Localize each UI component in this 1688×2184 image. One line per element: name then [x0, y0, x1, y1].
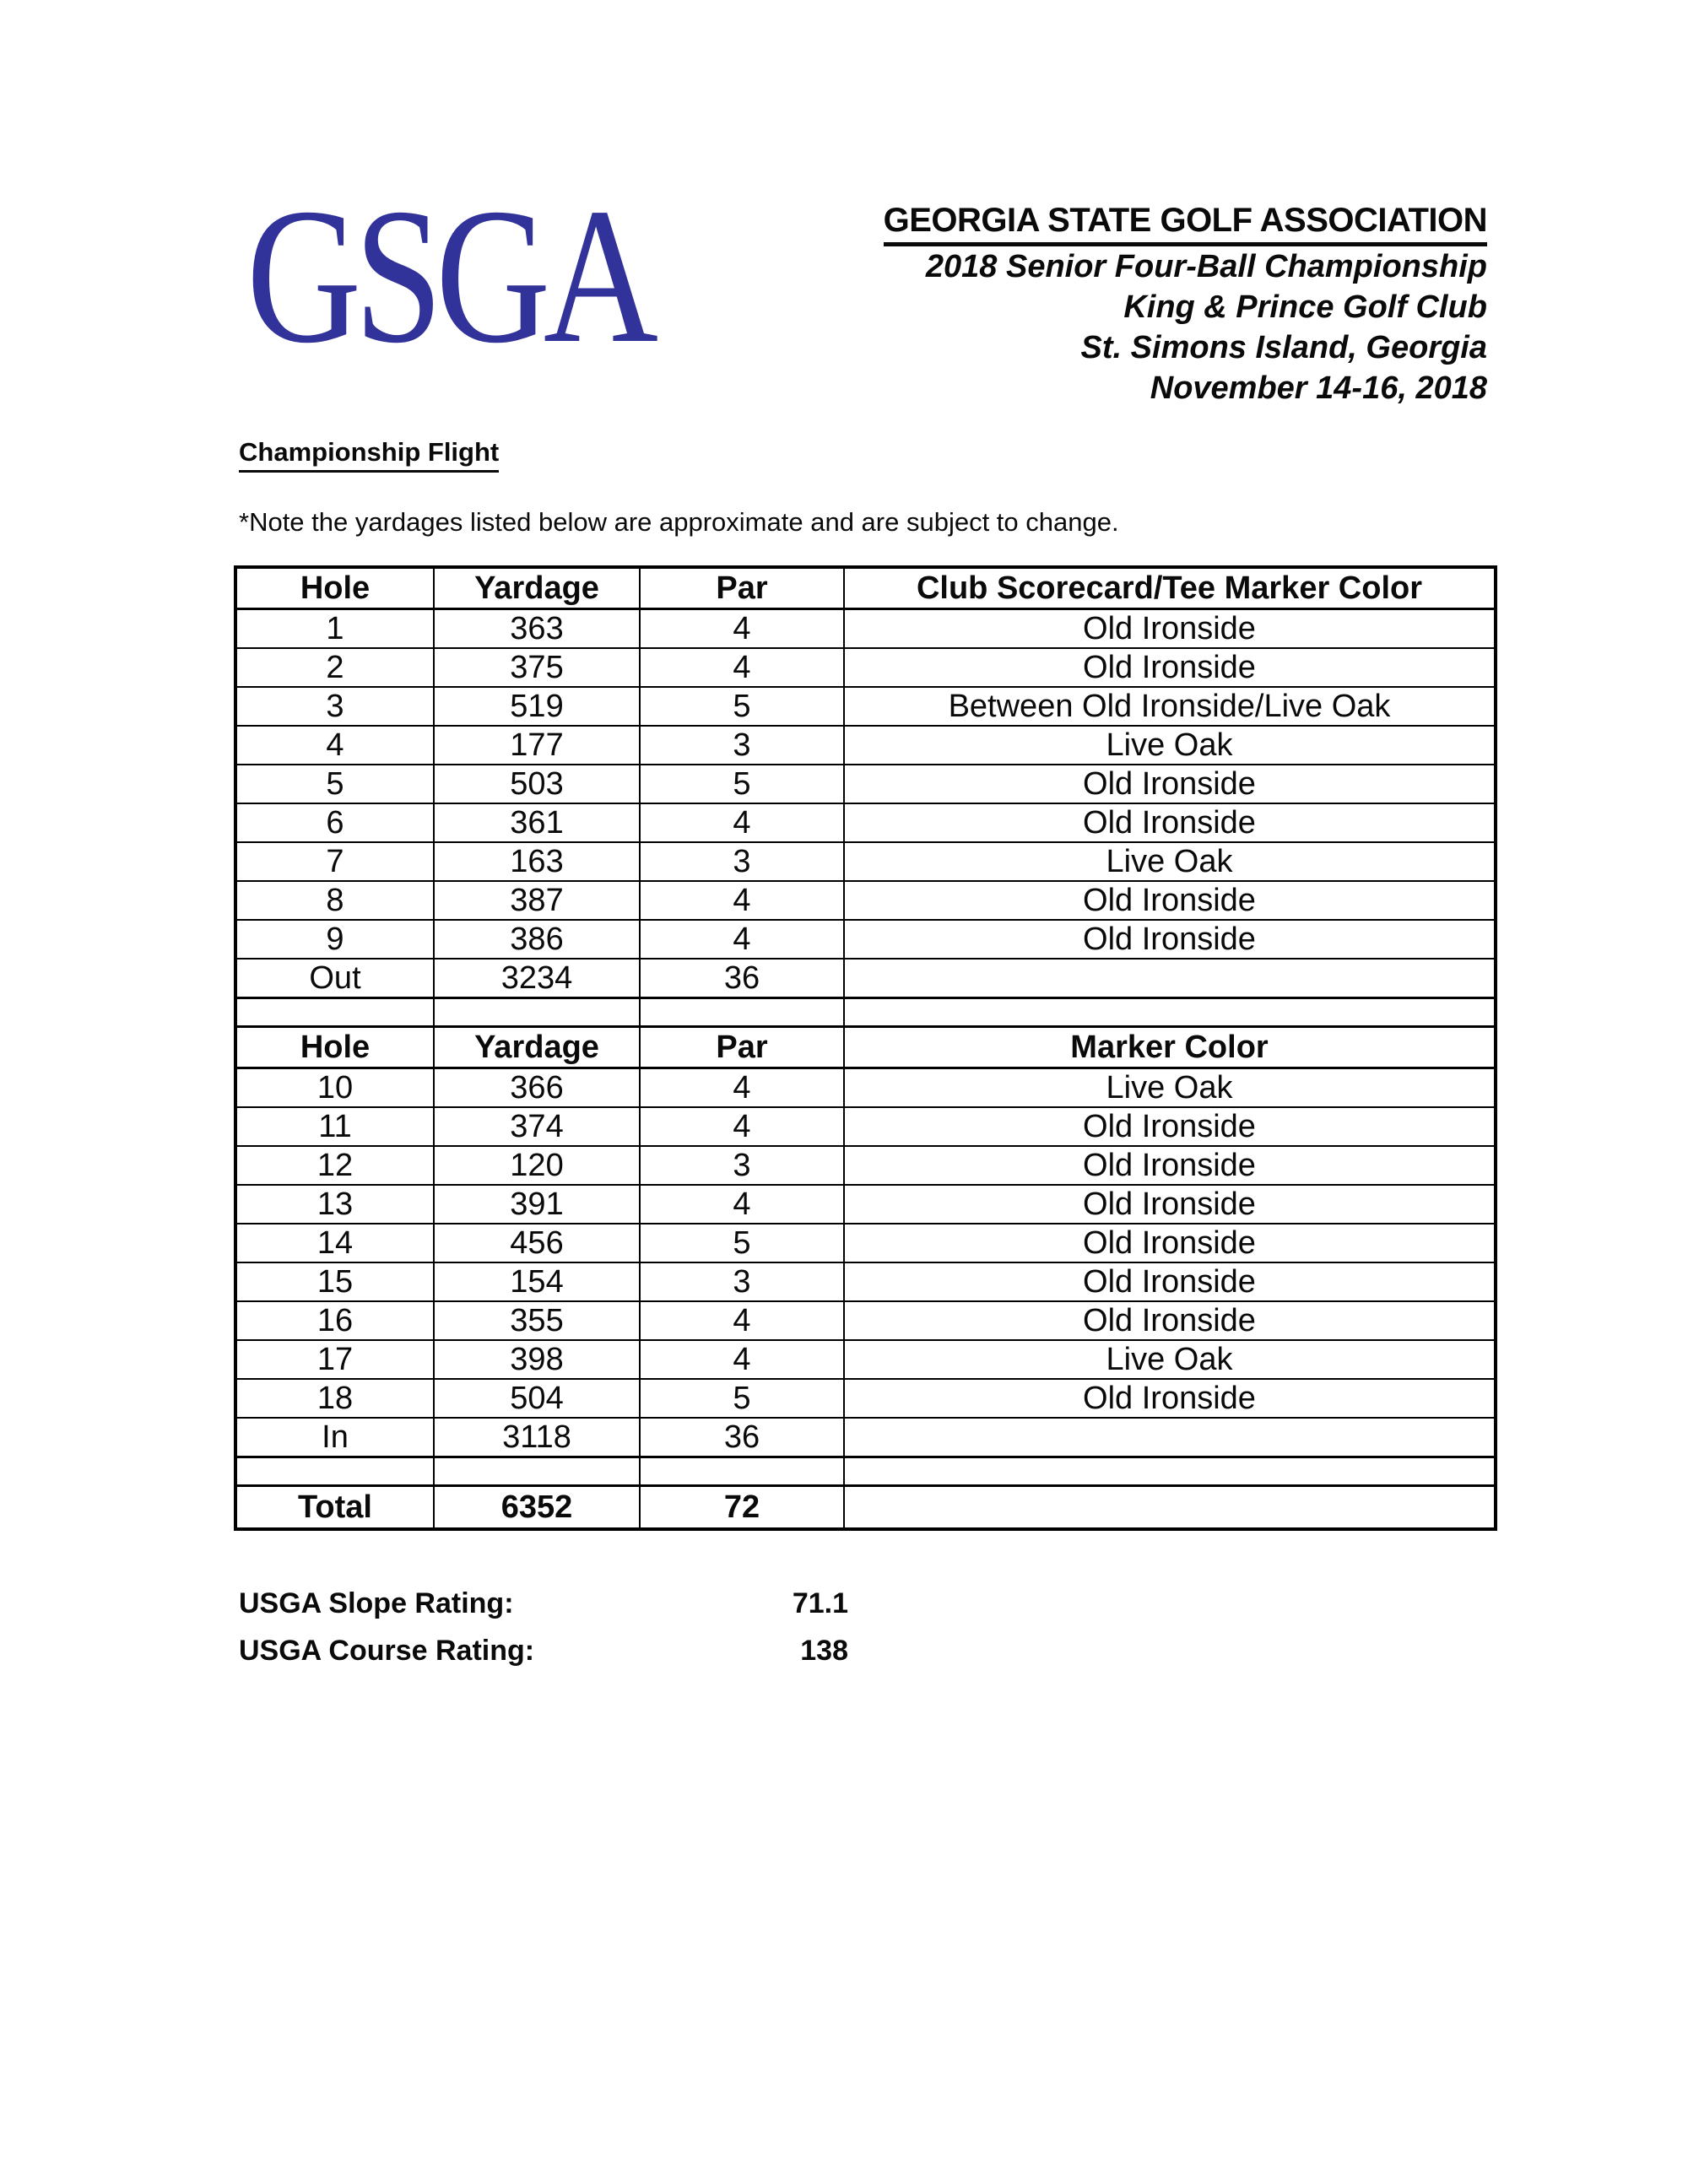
- par-cell: 36: [640, 959, 844, 998]
- flight-heading: Championship Flight: [239, 437, 499, 473]
- par-cell: 5: [640, 765, 844, 803]
- course-rating-value: 138: [800, 1635, 848, 1667]
- par-cell: 4: [640, 1185, 844, 1224]
- hole-number-cell: 14: [235, 1224, 434, 1262]
- ratings-block: [239, 1580, 848, 1674]
- scorecard-table-body: [235, 567, 1496, 1529]
- yardage-cell: 366: [434, 1068, 640, 1108]
- marker-color-cell: Old Ironside: [844, 1185, 1496, 1224]
- marker-color-cell: Old Ironside: [844, 609, 1496, 649]
- marker-color-cell: Old Ironside: [844, 765, 1496, 803]
- hole-row: [235, 1107, 1496, 1146]
- par-column-header: Par: [640, 567, 844, 609]
- course-rating-row: [239, 1627, 848, 1674]
- par-cell: 4: [640, 648, 844, 687]
- hole-row: [235, 609, 1496, 649]
- yardage-cell: 387: [434, 881, 640, 920]
- hole-number-cell: 18: [235, 1379, 434, 1418]
- empty-cell: [235, 1457, 434, 1486]
- par-cell: 4: [640, 803, 844, 842]
- par-column-header: Par: [640, 1027, 844, 1068]
- par-cell: 3: [640, 1262, 844, 1301]
- hole-row: [235, 803, 1496, 842]
- course-rating-label: USGA Course Rating:: [239, 1635, 535, 1667]
- out-row: [235, 959, 1496, 998]
- slope-rating-value: 71.1: [792, 1587, 848, 1619]
- hole-row: [235, 687, 1496, 726]
- hole-row: [235, 1185, 1496, 1224]
- par-cell: 72: [640, 1486, 844, 1530]
- hole-number-cell: 9: [235, 920, 434, 959]
- par-cell: 3: [640, 726, 844, 765]
- yardage-cell: 391: [434, 1185, 640, 1224]
- marker-color-cell: Old Ironside: [844, 920, 1496, 959]
- yardage-cell: 519: [434, 687, 640, 726]
- hole-row: [235, 1146, 1496, 1185]
- yardage-cell: 361: [434, 803, 640, 842]
- front-nine-header-row: [235, 567, 1496, 609]
- hole-row: [235, 1379, 1496, 1418]
- hole-number-cell: 5: [235, 765, 434, 803]
- par-cell: 4: [640, 1301, 844, 1340]
- location-line: St. Simons Island, Georgia: [1080, 330, 1487, 365]
- slope-rating-label: USGA Slope Rating:: [239, 1587, 514, 1619]
- yardage-cell: 3118: [434, 1418, 640, 1457]
- hole-number-cell: 16: [235, 1301, 434, 1340]
- empty-cell: [640, 1457, 844, 1486]
- hole-row: [235, 842, 1496, 881]
- par-cell: 4: [640, 881, 844, 920]
- yardage-cell: 363: [434, 609, 640, 649]
- marker-color-cell: Old Ironside: [844, 1146, 1496, 1185]
- yardage-cell: 120: [434, 1146, 640, 1185]
- marker-color-cell: Old Ironside: [844, 1224, 1496, 1262]
- par-cell: 3: [640, 842, 844, 881]
- par-cell: 4: [640, 1107, 844, 1146]
- hole-row: [235, 648, 1496, 687]
- hole-number-cell: 4: [235, 726, 434, 765]
- par-cell: 3: [640, 1146, 844, 1185]
- yardage-cell: 6352: [434, 1486, 640, 1530]
- hole-number-cell: 11: [235, 1107, 434, 1146]
- hole-number-cell: 6: [235, 803, 434, 842]
- back-nine-header-row: [235, 1027, 1496, 1068]
- marker-color-cell: [844, 959, 1496, 998]
- spacer-row: [235, 1457, 1496, 1486]
- marker-color-column-header: Club Scorecard/Tee Marker Color: [844, 567, 1496, 609]
- par-cell: 4: [640, 609, 844, 649]
- hole-number-cell: 8: [235, 881, 434, 920]
- marker-color-cell: Live Oak: [844, 726, 1496, 765]
- total-row: [235, 1486, 1496, 1530]
- yardage-cell: 456: [434, 1224, 640, 1262]
- marker-color-cell: [844, 1418, 1496, 1457]
- page-header: [884, 201, 1487, 408]
- yardage-cell: 355: [434, 1301, 640, 1340]
- empty-cell: [844, 1457, 1496, 1486]
- hole-number-cell: 17: [235, 1340, 434, 1379]
- par-cell: 5: [640, 1224, 844, 1262]
- marker-color-cell: Old Ironside: [844, 1107, 1496, 1146]
- empty-cell: [844, 998, 1496, 1027]
- hole-number-cell: 12: [235, 1146, 434, 1185]
- marker-color-cell: Between Old Ironside/Live Oak: [844, 687, 1496, 726]
- date-line: November 14-16, 2018: [1150, 370, 1487, 406]
- hole-number-cell: Total: [235, 1486, 434, 1530]
- hole-column-header: Hole: [235, 1027, 434, 1068]
- par-cell: 36: [640, 1418, 844, 1457]
- hole-row: [235, 881, 1496, 920]
- hole-row: [235, 1340, 1496, 1379]
- hole-row: [235, 1262, 1496, 1301]
- hole-number-cell: 3: [235, 687, 434, 726]
- association-title: GEORGIA STATE GOLF ASSOCIATION: [884, 201, 1487, 246]
- hole-number-cell: 7: [235, 842, 434, 881]
- yardage-cell: 163: [434, 842, 640, 881]
- marker-color-cell: Old Ironside: [844, 803, 1496, 842]
- hole-number-cell: 13: [235, 1185, 434, 1224]
- yardage-cell: 177: [434, 726, 640, 765]
- marker-color-column-header: Marker Color: [844, 1027, 1496, 1068]
- yardage-column-header: Yardage: [434, 567, 640, 609]
- hole-column-header: Hole: [235, 567, 434, 609]
- yardage-cell: 386: [434, 920, 640, 959]
- par-cell: 4: [640, 1068, 844, 1108]
- hole-row: [235, 726, 1496, 765]
- gsga-logo: GSGA: [246, 168, 652, 383]
- marker-color-cell: Old Ironside: [844, 1262, 1496, 1301]
- empty-cell: [434, 998, 640, 1027]
- marker-color-cell: Old Ironside: [844, 648, 1496, 687]
- scorecard-table: [234, 565, 1497, 1531]
- hole-number-cell: 1: [235, 609, 434, 649]
- hole-number-cell: In: [235, 1418, 434, 1457]
- par-cell: 4: [640, 1340, 844, 1379]
- yardage-cell: 375: [434, 648, 640, 687]
- marker-color-cell: Old Ironside: [844, 1301, 1496, 1340]
- marker-color-cell: Old Ironside: [844, 1379, 1496, 1418]
- spacer-row: [235, 998, 1496, 1027]
- par-cell: 5: [640, 1379, 844, 1418]
- empty-cell: [235, 998, 434, 1027]
- marker-color-cell: [844, 1486, 1496, 1530]
- yardage-column-header: Yardage: [434, 1027, 640, 1068]
- hole-number-cell: 10: [235, 1068, 434, 1108]
- hole-row: [235, 920, 1496, 959]
- in-row: [235, 1418, 1496, 1457]
- empty-cell: [434, 1457, 640, 1486]
- yardage-cell: 3234: [434, 959, 640, 998]
- par-cell: 4: [640, 920, 844, 959]
- marker-color-cell: Old Ironside: [844, 881, 1496, 920]
- marker-color-cell: Live Oak: [844, 842, 1496, 881]
- yardage-cell: 398: [434, 1340, 640, 1379]
- hole-row: [235, 1224, 1496, 1262]
- club-name-line: King & Prince Golf Club: [1123, 289, 1487, 325]
- marker-color-cell: Live Oak: [844, 1340, 1496, 1379]
- hole-row: [235, 765, 1496, 803]
- hole-number-cell: 2: [235, 648, 434, 687]
- yardage-cell: 504: [434, 1379, 640, 1418]
- yardage-cell: 374: [434, 1107, 640, 1146]
- hole-row: [235, 1301, 1496, 1340]
- hole-row: [235, 1068, 1496, 1108]
- event-name-line: 2018 Senior Four-Ball Championship: [925, 249, 1487, 284]
- hole-number-cell: Out: [235, 959, 434, 998]
- empty-cell: [640, 998, 844, 1027]
- hole-number-cell: 15: [235, 1262, 434, 1301]
- marker-color-cell: Live Oak: [844, 1068, 1496, 1108]
- yardage-cell: 503: [434, 765, 640, 803]
- yardage-cell: 154: [434, 1262, 640, 1301]
- par-cell: 5: [640, 687, 844, 726]
- slope-rating-row: [239, 1580, 848, 1627]
- yardage-note: *Note the yardages listed below are approximate and are subject to change.: [239, 507, 1119, 537]
